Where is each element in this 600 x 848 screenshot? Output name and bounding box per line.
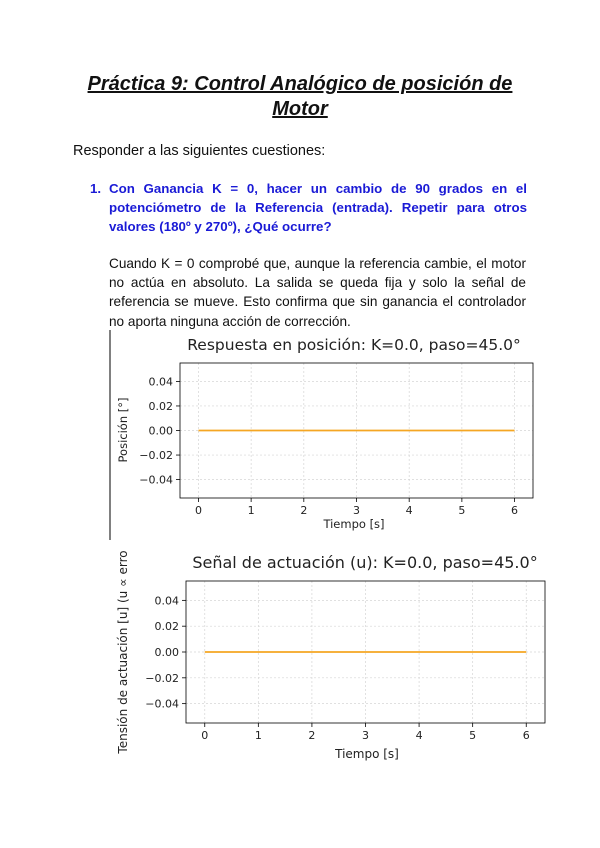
x-tick-label: 6 bbox=[522, 729, 530, 742]
x-tick-label: 0 bbox=[201, 729, 209, 742]
title-line-2: Motor bbox=[272, 98, 328, 120]
y-axis-label: Posición [°] bbox=[116, 397, 130, 463]
y-tick-label: −0.02 bbox=[145, 671, 179, 685]
y-tick-label: 0.00 bbox=[148, 424, 173, 438]
answer-paragraph: Cuando K = 0 comprobé que, aunque la referencia cambie, el motor no actúa en absoluto. La salida se queda fija y solo la señal de referencia se mueve. Esto confirma que sin ganancia el controlador no aporta ninguna acción de corrección. bbox=[109, 256, 526, 329]
x-tick-label: 4 bbox=[405, 504, 413, 517]
tick-labels bbox=[145, 594, 529, 742]
x-axis-label: Tiempo [s] bbox=[323, 517, 385, 531]
actuation-signal-chart bbox=[108, 540, 558, 775]
x-axis-label: Tiempo [s] bbox=[335, 747, 399, 761]
page-title bbox=[60, 72, 540, 122]
x-tick-label: 1 bbox=[254, 729, 262, 742]
question-number: 1. bbox=[90, 181, 102, 196]
title-line-1: Práctica 9: Control Analógico de posición de bbox=[87, 73, 513, 95]
x-tick-label: 0 bbox=[194, 504, 202, 517]
y-tick-label: −0.04 bbox=[139, 473, 173, 487]
x-tick-label: 2 bbox=[300, 504, 308, 517]
x-tick-label: 4 bbox=[415, 729, 423, 742]
tick-labels bbox=[139, 375, 518, 517]
chart-title: Señal de actuación (u): K=0.0, paso=45.0° bbox=[192, 553, 538, 572]
x-tick-label: 6 bbox=[511, 504, 519, 517]
question-1 bbox=[90, 179, 527, 236]
question-text: Con Ganancia K = 0, hacer un cambio de 90 grados en el potenciómetro de la Referencia (entrada). Repetir para otros valores (180º y 270º), ¿Qué ocurre? bbox=[109, 181, 527, 234]
y-tick-label: 0.00 bbox=[154, 646, 179, 659]
x-tick-label: 2 bbox=[308, 729, 316, 742]
y-tick-label: 0.02 bbox=[148, 399, 173, 413]
intro-text: Responder a las siguientes cuestiones: bbox=[73, 143, 326, 159]
y-tick-label: −0.04 bbox=[145, 697, 179, 711]
y-tick-label: 0.02 bbox=[154, 620, 179, 634]
x-tick-label: 5 bbox=[458, 504, 466, 517]
position-response-chart bbox=[108, 330, 548, 545]
x-tick-label: 5 bbox=[469, 729, 477, 742]
position-response-svg bbox=[108, 330, 548, 540]
actuation-signal-svg bbox=[108, 540, 558, 770]
y-tick-label: 0.04 bbox=[148, 375, 173, 389]
y-tick-label: 0.04 bbox=[154, 594, 179, 608]
y-axis-label: Tensión de actuación [u] (u ∝ erro bbox=[116, 550, 130, 754]
x-tick-label: 3 bbox=[353, 504, 360, 517]
x-tick-label: 1 bbox=[247, 504, 255, 517]
x-tick-label: 3 bbox=[362, 729, 369, 742]
chart-title: Respuesta en posición: K=0.0, paso=45.0° bbox=[187, 336, 521, 354]
y-tick-label: −0.02 bbox=[139, 449, 173, 463]
